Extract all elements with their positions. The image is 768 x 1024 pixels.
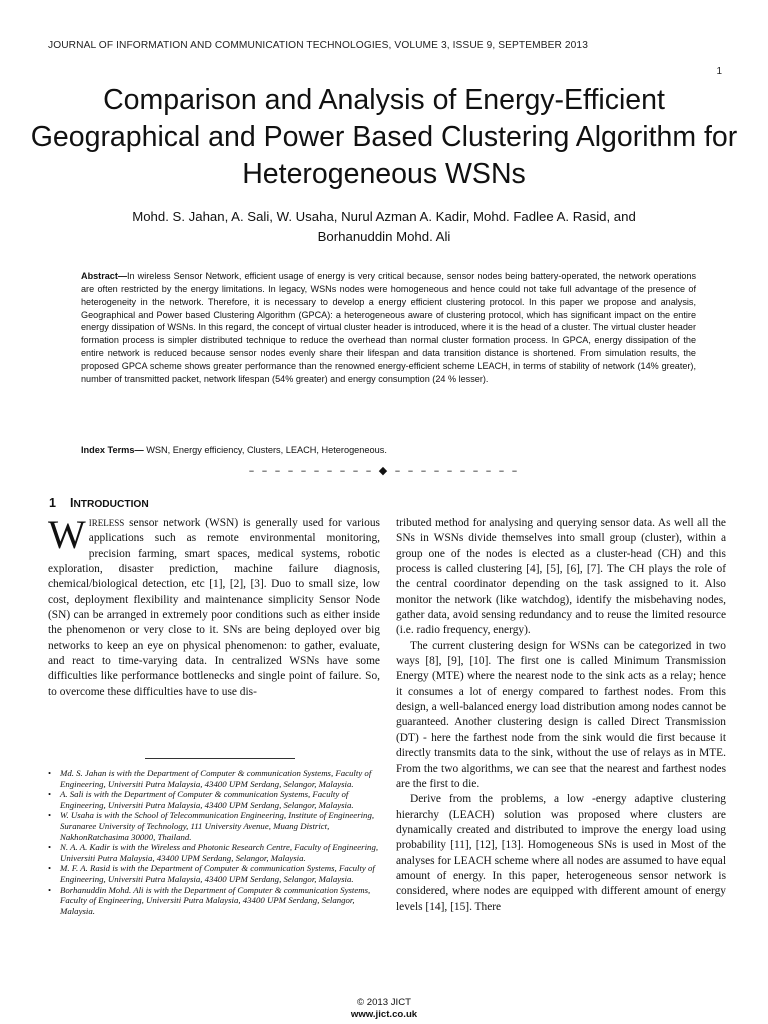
- section-heading: [49, 496, 149, 510]
- abstract-label: Abstract—: [81, 271, 127, 281]
- journal-header: JOURNAL OF INFORMATION AND COMMUNICATION TECHNOLOGIES, VOLUME 3, ISSUE 9, SEPTEMBER 2013: [48, 40, 588, 51]
- footnote-text: N. A. A. Kadir is with the Wireless and Photonic Research Centre, Faculty of Engineering, Universiti Putra Malaysia, 43400 UPM Serdang, Selangor, Malaysia.: [60, 842, 379, 863]
- col2-paragraph-2: The current clustering design for WSNs can be categorized in two ways [8], [9], [10]. The first one is called Minimum Transmission Energy (MTE) where the nearest node to the sink acts as a relay; hence it consumes a lot of energy compared to farthest nodes. From this design, a well-balanced energy load distribution among nodes cannot be guaranteed. Another clustering design is called Direct Transmission (DT) - here the farthest node from the sink would die first because it directly transmits data to the sink, without the use of relays as in MTE. From the two algorithms, we can see that the nearest and farthest nodes are the first to die.: [396, 639, 726, 790]
- intro-paragraph-1-text: sensor network (WSN) is generally used for various applications such as remote environmental monitoring, precision farming, smart spaces, medical systems, robotic exploration, disaster prediction, machine failure diagnosis, chemical/biological detection, etc [1], [2], [3]. Duo to small size, low cost, deployment flexibility and maintenance simplicity Sensor Node (SN) can be arranged in extremely poor conditions such as either inside the phenomenon or very close to it. SNs are being deployed over big networks to keep an eye on physical phenomenon: to gather, evaluate, and react to time-varying data. In centralized WSNs have some difficulties like performance bottlenecks and single point of failure. So, to overcome these difficulties have to use dis-: [48, 517, 380, 698]
- col2-paragraph-1: tributed method for analysing and querying sensor data. As well all the SNs in WSNs divide themselves into small group (cluster), within a group one of the nodes is elected as a cluster-head (CH) and this process is called clustering [4], [5], [6], [7]. The CH plays the role of the central coordinator depending on the task assigned to it. Also monitor the network (like watchdog), identify the misbehaving nodes, gather data, avoid sensing redundancy and to reuse the limited resource (i.e. radio frequency, energy).: [396, 517, 726, 637]
- paper-title: Comparison and Analysis of Energy-Efficient Geographical and Power Based Clustering Algorithm for Heterogeneous WSNs: [30, 84, 738, 190]
- authors-line-1: Mohd. S. Jahan, A. Sali, W. Usaha, Nurul Azman A. Kadir, Mohd. Fadlee A. Rasid, and: [132, 209, 636, 224]
- bullet-icon: •: [48, 863, 52, 874]
- section-title-rest: NTRODUCTION: [73, 499, 149, 510]
- intro-paragraph-1: [48, 512, 380, 700]
- footnote-text: Borhanuddin Mohd. Ali is with the Department of Computer & communication Systems, Faculty of Engineering, Universiti Putra Malaysia, 43400 UPM Serdang, Selangor, Malaysia.: [60, 884, 371, 916]
- index-terms-text: WSN, Energy efficiency, Clusters, LEACH, Heterogeneous.: [143, 445, 387, 455]
- section-separator: – – – – – – – – – – ◆ – – – – – – – – – –: [248, 464, 520, 477]
- footnote-list: [48, 768, 386, 916]
- footnote-item: [48, 810, 386, 842]
- page-number: 1: [716, 66, 722, 77]
- bullet-icon: •: [48, 789, 52, 800]
- footnote-item: [48, 885, 386, 917]
- index-terms-label: Index Terms—: [81, 445, 144, 455]
- index-terms: [81, 445, 696, 455]
- drop-cap: W: [48, 512, 86, 557]
- section-number: 1: [49, 496, 56, 510]
- abstract-text: In wireless Sensor Network, efficient usage of energy is very critical because, sensor nodes being battery-operated, the network operations are often restricted by the energy limitations. In legacy, WSNs nodes were homogeneous and hence could not take full advantage of the presence of heterogeneity in the network. Therefore, it is necessary to develop a energy efficient clustering protocol. In this paper we propose and analysis, Geographical and Power based Clustering Algorithm (GPCA): a heterogeneous aware of clustering protocol, which has significant impact on the entire energy dissipation of WSNs. In this regard, the concept of virtual cluster header is introduced, where it is the head of a cluster. The virtual cluster header formation process is simpler distributed technique to reduce the overhead than normal cluster formation process. In GPCA, energy dissipation of the entire network is reduced because sensor nodes evenly share their lifespan and data transition distance is shortened. From simulation results, the proposed GPCA scheme shows greater performance than the renowned energy-efficient scheme LEACH, in terms of stability of network (14% greater), number of transmitted packet, network lifespan (54% greater) and energy consumption (24 % lesser).: [81, 271, 696, 384]
- footnote-text: M. F. A. Rasid is with the Department of Computer & communication Systems, Faculty of Engineering, Universiti Putra Malaysia, 43400 UPM Serdang, Selangor, Malaysia.: [60, 863, 375, 884]
- bullet-icon: •: [48, 768, 52, 778]
- footnote-item: [48, 768, 386, 789]
- footnote-item: [48, 842, 386, 863]
- abstract: [81, 270, 696, 386]
- author-list: [60, 207, 708, 247]
- bullet-icon: •: [48, 810, 52, 821]
- footnote-text: Md. S. Jahan is with the Department of Computer & communication Systems, Faculty of Engineering, Universiti Putra Malaysia, 43400 UPM Serdang, Selangor, Malaysia.: [60, 768, 372, 789]
- lead-word-rest: IRELESS: [88, 518, 125, 528]
- footnote-item: [48, 863, 386, 884]
- footnote-text: W. Usaha is with the School of Telecommunication Engineering, Institute of Engineering, Suranaree University of Technology, 111 University Avenue, Muang District, NakhonRatchasima 30000, Thailand.: [60, 810, 375, 842]
- journal-website: www.jict.co.uk: [350, 1009, 418, 1020]
- footnote-item: [48, 789, 386, 810]
- section-title-initial: I: [69, 496, 74, 510]
- column-left: [48, 512, 380, 700]
- footnote-rule: [145, 758, 295, 759]
- footnote-text: A. Sali is with the Department of Computer & communication Systems, Faculty of Engineering, Universiti Putra Malaysia, 43400 UPM Serdang, Selangor, Malaysia.: [60, 789, 354, 810]
- col2-paragraph-3: Derive from the problems, a low -energy adaptive clustering hierarchy (LEACH) solution was proposed where clusters are dynamically created and distributed to improve the energy load using probability [11], [12], [13]. Homogeneous SNs is used in Most of the analyses for LEACH scheme where all nodes are assumed to have equal amount of energy. In this paper, heterogeneous sensor network is considered, where nodes are equipped with different amount of energy levels [14], [15]. There: [396, 793, 726, 913]
- bullet-icon: •: [48, 842, 52, 853]
- page-footer: [0, 997, 768, 1021]
- column-right: [396, 516, 726, 915]
- copyright: © 2013 JICT: [357, 997, 411, 1008]
- bullet-icon: •: [48, 884, 52, 895]
- authors-line-2: Borhanuddin Mohd. Ali: [317, 229, 451, 244]
